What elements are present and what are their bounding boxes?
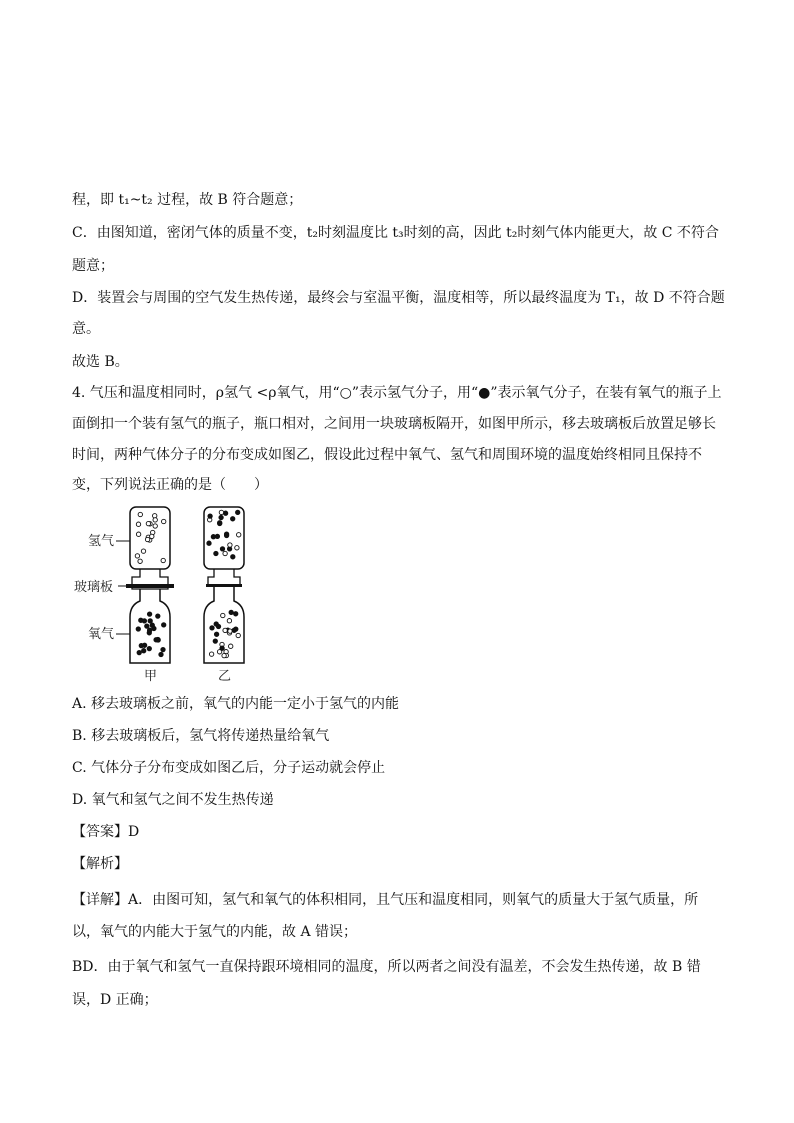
hydrogen-molecule [219,510,223,514]
question-text: 面倒扣一个装有氢气的瓶子，瓶口相对，之间用一块玻璃板隔开，如图甲所示，移去玻璃板后放置足够长 [72,416,716,432]
caption-yi: 乙 [218,669,232,684]
oxygen-molecule [147,612,151,616]
oxygen-molecule [224,533,228,537]
oxygen-molecule [142,649,146,653]
oxygen-molecule [137,650,141,654]
text-line: 故选 B。 [72,354,129,370]
oxygen-molecule [159,652,163,656]
oxygen-molecule [147,628,151,632]
oxygen-molecule [156,637,160,641]
neck-band [206,584,242,587]
hydrogen-molecule [136,522,140,526]
text-line: C．由图知道，密闭气体的质量不变，t₂时刻温度比 t₃时刻的高，因此 t₂时刻气体内能更大，故 C 不符合 [72,225,719,241]
hydrogen-molecule [162,519,166,523]
hydrogen-molecule [236,633,240,637]
hydrogen-molecule [223,551,227,555]
oxygen-molecule [218,521,222,525]
hydrogen-molecule [235,546,239,550]
oxygen-molecule [207,541,211,545]
option-a: A. 移去玻璃板之前，氧气的内能一定小于氢气的内能 [72,696,400,712]
glass-plate [126,584,174,588]
oxygen-molecule [148,619,152,623]
oxygen-molecule [161,647,165,651]
hydrogen-molecule [145,537,149,541]
answer-label: 【答案】D [72,824,140,840]
hydrogen-molecule [135,554,139,558]
oxygen-molecule [136,627,140,631]
oxygen-molecule [145,624,149,628]
hydrogen-molecule [146,521,150,525]
oxygen-molecule [142,643,146,647]
option-d: D. 氧气和氢气之间不发生热传递 [72,792,274,808]
hydrogen-molecule [227,619,231,623]
oxygen-molecule [220,646,224,650]
oxygen-molecule [213,639,217,643]
detail-text: 误，D 正确； [72,992,158,1008]
label-oxygen: 氧气 [88,627,115,642]
oxygen-molecule [234,612,238,616]
option-b: B. 移去玻璃板后，氢气将传递热量给氧气 [72,728,330,744]
oxygen-molecule [162,623,166,627]
caption-jia: 甲 [144,669,158,684]
detail-text: BD．由于氧气和氢气一直保持跟环境相同的温度，所以两者之间没有温差，不会发生热传递，故 B 错 [72,959,701,975]
oxygen-molecule [147,646,151,650]
oxygen-molecule [214,632,218,636]
oxygen-molecule [231,517,235,521]
text-line: D．装置会与周围的空气发生热传递，最终会与室温平衡，温度相等，所以最终温度为 T₁，故 D 不符合题 [72,290,725,306]
oxygen-molecule [223,511,227,515]
oxygen-molecule [214,622,218,626]
oxygen-molecule [232,628,236,632]
analysis-label: 【解析】 [72,856,128,872]
oxygen-molecule [229,610,233,614]
label-hydrogen: 氢气 [88,534,115,549]
hydrogen-molecule [153,524,157,528]
hydrogen-molecule [141,549,145,553]
bottle-figure [72,505,272,689]
oxygen-molecule [142,619,146,623]
question-text: 时间，两种气体分子的分布变成如图乙，假设此过程中氧气、氢气和周围环境的温度始终相同且保持不 [72,447,702,463]
oxygen-molecule [215,534,219,538]
hydrogen-molecule [138,559,142,563]
hydrogen-molecule [150,534,154,538]
hydrogen-molecule [138,512,142,516]
oxygen-molecule [236,510,240,514]
oxygen-molecule [156,614,160,618]
oxygen-molecule [208,514,212,518]
hydrogen-molecule [237,533,241,537]
oxygen-molecule [231,555,235,559]
hydrogen-molecule [136,532,140,536]
text-line: 题意； [72,258,114,274]
detail-text: 【详解】A．由图可知，氢气和氧气的体积相同，且气压和温度相同，则氧气的质量大于氢气质量，所 [72,892,699,908]
hydrogen-molecule [153,518,157,522]
question-text: 4. 气压和温度相同时，ρ氢气 <ρ氧气，用“○”表示氢气分子，用“●”表示氧气分子，在装有氧气的瓶子上 [72,385,722,401]
option-c: C. 气体分子分布变成如图乙后，分子运动就会停止 [72,760,386,776]
hydrogen-molecule [229,644,233,648]
hydrogen-molecule [209,652,213,656]
bottle-neck [208,569,240,585]
oxygen-molecule [152,626,156,630]
hydrogen-molecule [222,653,226,657]
text-line: 意。 [72,321,100,337]
oxygen-molecule [214,551,218,555]
hydrogen-molecule [223,628,227,632]
hydrogen-molecule [228,543,232,547]
label-glass-plate: 玻璃板 [74,580,114,595]
hydrogen-molecule [161,558,165,562]
detail-text: 以，氧气的内能大于氢气的内能，故 A 错误； [72,924,358,940]
hydrogen-molecule [228,629,232,633]
text-line: 程，即 t₁~t₂ 过程，故 B 符合题意； [72,192,303,208]
oxygen-molecule [210,626,214,630]
hydrogen-molecule [221,613,225,617]
question-text: 变，下列说法正确的是（ ） [72,477,268,493]
oxygen-molecule [220,547,224,551]
oxygen-molecule [219,515,223,519]
